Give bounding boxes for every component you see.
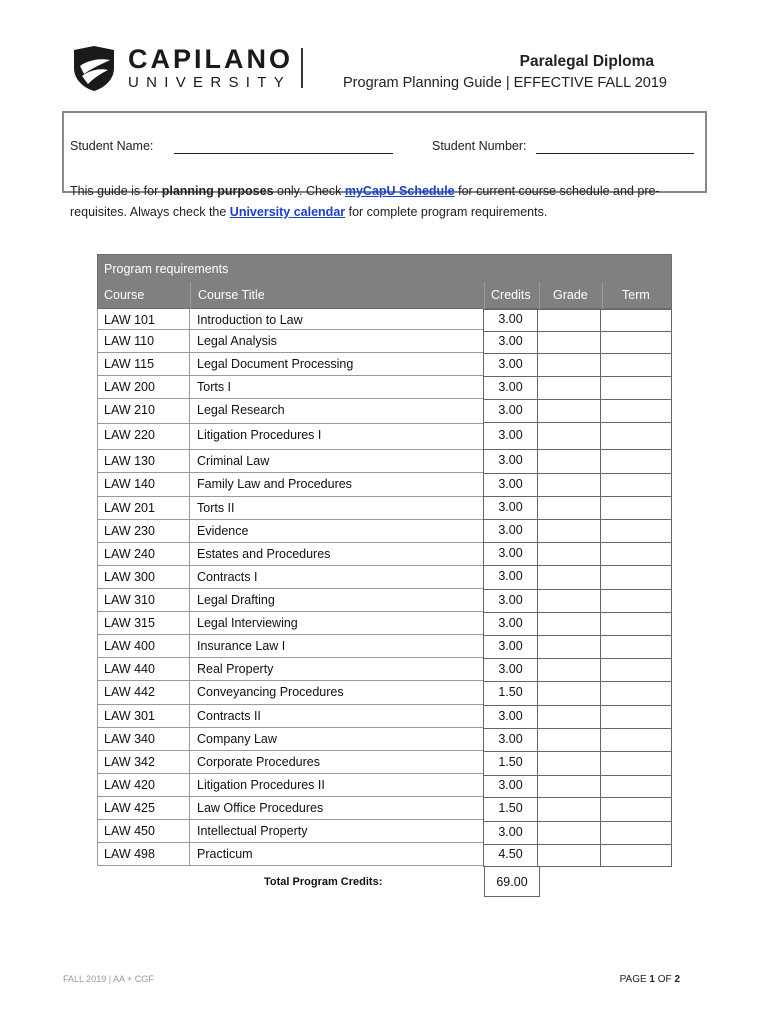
course-code: LAW 210 [104, 403, 155, 417]
program-requirements-table [97, 254, 672, 861]
row-border [97, 635, 98, 658]
row-border [97, 497, 98, 520]
row-border [97, 450, 98, 473]
grade-input[interactable] [538, 496, 601, 520]
term-input[interactable] [601, 797, 672, 822]
term-input[interactable] [601, 821, 672, 845]
course-code: LAW 340 [104, 732, 155, 746]
row-border [97, 330, 98, 353]
intro-bold: planning purposes [161, 184, 274, 198]
grade-input[interactable] [538, 376, 601, 400]
course-credits: 3.00 [483, 705, 538, 729]
row-border [189, 751, 190, 774]
term-input[interactable] [601, 331, 672, 354]
term-input[interactable] [601, 589, 672, 613]
course-title: Company Law [197, 732, 277, 746]
grade-input[interactable] [538, 635, 601, 659]
course-title: Legal Document Processing [197, 357, 354, 371]
table-row [97, 424, 672, 450]
course-code: LAW 420 [104, 778, 155, 792]
course-title: Legal Interviewing [197, 616, 298, 630]
course-credits: 1.50 [483, 681, 538, 706]
course-title: Criminal Law [197, 454, 270, 468]
course-code: LAW 315 [104, 616, 155, 630]
term-input[interactable] [601, 612, 672, 636]
course-title: Contracts II [197, 709, 261, 723]
row-border [97, 376, 98, 399]
term-input[interactable] [601, 658, 672, 682]
row-border [97, 797, 98, 820]
term-input[interactable] [601, 473, 672, 497]
grade-input[interactable] [538, 589, 601, 613]
course-code: LAW 220 [104, 428, 155, 442]
document-title: Paralegal Diploma [519, 53, 654, 70]
course-title: Legal Drafting [197, 593, 275, 607]
course-code: LAW 130 [104, 454, 155, 468]
course-credits: 3.00 [483, 309, 538, 332]
row-border [97, 843, 98, 866]
course-title: Legal Research [197, 403, 285, 417]
row-border [97, 424, 98, 450]
row-border [189, 797, 190, 820]
row-border [97, 681, 98, 705]
table-row [97, 751, 672, 774]
intro-text: for current course schedule and pre-requisites. Always check the [70, 184, 660, 219]
row-border [189, 774, 190, 797]
table-row [97, 612, 672, 635]
header-divider [602, 282, 603, 309]
row-border [189, 353, 190, 376]
student-number-field[interactable] [536, 153, 694, 154]
row-border [97, 751, 98, 774]
shield-logo-icon [70, 44, 118, 92]
course-title: Insurance Law I [197, 639, 286, 653]
university-calendar-link[interactable]: University calendar [229, 205, 346, 219]
table-row [97, 705, 672, 728]
page-word: PAGE [619, 974, 647, 985]
table-section-title: Program requirements [104, 262, 229, 276]
grade-input[interactable] [538, 422, 601, 450]
term-input[interactable] [601, 565, 672, 590]
table-row [97, 543, 672, 566]
table-row [97, 450, 672, 473]
term-input[interactable] [601, 542, 672, 566]
row-border [189, 681, 190, 705]
total-credits-value: 69.00 [484, 866, 540, 897]
course-credits: 1.50 [483, 751, 538, 776]
row-border [189, 705, 190, 728]
student-name-label: Student Name: [70, 139, 154, 153]
row-border [189, 399, 190, 424]
course-code: LAW 110 [104, 334, 155, 348]
course-title: Litigation Procedures II [197, 778, 325, 792]
term-input[interactable] [601, 399, 672, 423]
row-border [189, 497, 190, 520]
row-border [97, 658, 98, 681]
row-border [189, 309, 190, 330]
row-border [97, 543, 98, 566]
table-row [97, 473, 672, 497]
course-credits: 1.50 [483, 797, 538, 822]
course-credits: 3.00 [483, 496, 538, 520]
row-border [97, 820, 98, 843]
grade-input[interactable] [538, 353, 601, 377]
course-title: Intellectual Property [197, 824, 308, 838]
row-border [189, 589, 190, 612]
course-credits: 3.00 [483, 658, 538, 682]
table-header [97, 254, 672, 309]
term-input[interactable] [601, 728, 672, 752]
course-code: LAW 342 [104, 755, 155, 769]
table-row [97, 681, 672, 705]
row-border [97, 728, 98, 751]
table-row [97, 353, 672, 376]
course-title: Contracts I [197, 570, 258, 584]
row-border [97, 309, 98, 330]
table-row [97, 330, 672, 353]
course-credits: 3.00 [483, 612, 538, 636]
student-name-field[interactable] [174, 153, 393, 154]
row-border [189, 635, 190, 658]
course-code: LAW 425 [104, 801, 155, 815]
course-code: LAW 301 [104, 709, 155, 723]
table-row [97, 843, 672, 866]
row-border [189, 658, 190, 681]
column-header-credits: Credits [491, 288, 531, 302]
term-input[interactable] [601, 496, 672, 520]
course-credits: 3.00 [483, 519, 538, 543]
row-border [189, 450, 190, 473]
course-title: Law Office Procedures [197, 801, 324, 815]
course-code: LAW 498 [104, 847, 155, 861]
term-input[interactable] [601, 751, 672, 776]
grade-input[interactable] [538, 542, 601, 566]
course-code: LAW 440 [104, 662, 155, 676]
term-input[interactable] [601, 309, 672, 332]
grade-input[interactable] [538, 797, 601, 822]
course-credits: 3.00 [483, 376, 538, 400]
row-border [189, 612, 190, 635]
row-border [97, 399, 98, 424]
course-credits: 3.00 [483, 565, 538, 590]
header-divider [539, 282, 540, 309]
course-code: LAW 101 [104, 313, 155, 327]
grade-input[interactable] [538, 565, 601, 590]
page-total: 2 [674, 974, 680, 985]
row-border [97, 612, 98, 635]
footer-version: FALL 2019 | AA + CGF [63, 974, 154, 984]
row-border [189, 473, 190, 497]
term-input[interactable] [601, 681, 672, 706]
university-name: CAPILANO [128, 44, 293, 74]
row-border [97, 473, 98, 497]
row-border [189, 820, 190, 843]
course-credits: 3.00 [483, 542, 538, 566]
grade-input[interactable] [538, 658, 601, 682]
row-border [97, 589, 98, 612]
course-code: LAW 300 [104, 570, 155, 584]
term-input[interactable] [601, 353, 672, 377]
logo-divider [301, 48, 303, 88]
row-border [189, 566, 190, 589]
page-of-word: OF [657, 974, 672, 985]
row-border [189, 543, 190, 566]
grade-input[interactable] [538, 449, 601, 474]
grade-input[interactable] [538, 751, 601, 776]
table-row [97, 399, 672, 424]
row-border [189, 424, 190, 450]
course-title: Real Property [197, 662, 274, 676]
course-credits: 3.00 [483, 449, 538, 474]
course-credits: 3.00 [483, 589, 538, 613]
table-row [97, 566, 672, 589]
table-row [97, 797, 672, 820]
course-title: Legal Analysis [197, 334, 277, 348]
column-header-term: Term [622, 288, 650, 302]
course-credits: 3.00 [483, 473, 538, 497]
term-input[interactable] [601, 376, 672, 400]
grade-input[interactable] [538, 844, 601, 867]
intro-text: This guide is for [70, 184, 162, 198]
course-code: LAW 240 [104, 547, 155, 561]
grade-input[interactable] [538, 519, 601, 543]
page-current: 1 [649, 974, 655, 985]
course-code: LAW 450 [104, 824, 155, 838]
row-border [189, 376, 190, 399]
course-code: LAW 140 [104, 477, 155, 491]
grade-input[interactable] [538, 821, 601, 845]
grade-input[interactable] [538, 775, 601, 798]
term-input[interactable] [601, 844, 672, 867]
course-credits: 3.00 [483, 821, 538, 845]
course-credits: 3.00 [483, 728, 538, 752]
course-title: Conveyancing Procedures [197, 685, 344, 699]
term-input[interactable] [601, 705, 672, 729]
page-number [620, 974, 680, 985]
header-divider [190, 282, 191, 309]
grade-input[interactable] [538, 473, 601, 497]
course-title: Family Law and Procedures [197, 477, 352, 491]
course-title: Torts I [197, 380, 232, 394]
course-credits: 3.00 [483, 635, 538, 659]
grade-input[interactable] [538, 309, 601, 332]
course-code: LAW 310 [104, 593, 155, 607]
course-credits: 3.00 [483, 331, 538, 354]
table-row [97, 658, 672, 681]
course-code: LAW 230 [104, 524, 155, 538]
course-code: LAW 400 [104, 639, 155, 653]
course-credits: 3.00 [483, 353, 538, 377]
table-row [97, 520, 672, 543]
course-title: Estates and Procedures [197, 547, 331, 561]
course-title: Practicum [197, 847, 253, 861]
table-row [97, 728, 672, 751]
table-row [97, 497, 672, 520]
course-title: Litigation Procedures I [197, 428, 322, 442]
table-row [97, 309, 672, 330]
row-border [189, 728, 190, 751]
mycapu-schedule-link[interactable]: myCapU Schedule [344, 184, 455, 198]
term-input[interactable] [601, 422, 672, 450]
row-border [189, 330, 190, 353]
row-border [97, 774, 98, 797]
term-input[interactable] [601, 635, 672, 659]
header-divider [484, 282, 485, 309]
row-divider [97, 865, 483, 866]
row-border [189, 843, 190, 866]
intro-text: for complete program requirements. [345, 205, 548, 219]
column-header-title: Course Title [198, 288, 265, 302]
row-border [189, 520, 190, 543]
row-border [97, 705, 98, 728]
table-row [97, 635, 672, 658]
grade-input[interactable] [538, 612, 601, 636]
university-logo [70, 44, 320, 94]
course-credits: 4.50 [483, 844, 538, 867]
grade-input[interactable] [538, 681, 601, 706]
column-header-grade: Grade [553, 288, 588, 302]
term-input[interactable] [601, 519, 672, 543]
row-border [97, 566, 98, 589]
document-subtitle: Program Planning Guide | EFFECTIVE FALL 2019 [343, 75, 667, 91]
intro-text: only. Check [273, 184, 345, 198]
grade-input[interactable] [538, 705, 601, 729]
column-header-course: Course [104, 288, 145, 302]
table-row [97, 774, 672, 797]
course-code: LAW 201 [104, 501, 155, 515]
student-number-label: Student Number: [432, 139, 527, 153]
course-code: LAW 442 [104, 685, 155, 699]
course-credits: 3.00 [483, 422, 538, 450]
term-input[interactable] [601, 449, 672, 474]
intro-paragraph [70, 181, 690, 223]
grade-input[interactable] [538, 399, 601, 423]
course-credits: 3.00 [483, 775, 538, 798]
course-credits: 3.00 [483, 399, 538, 423]
term-input[interactable] [601, 775, 672, 798]
university-sub: UNIVERSITY [128, 74, 292, 91]
row-border [97, 353, 98, 376]
row-border [97, 520, 98, 543]
course-code: LAW 200 [104, 380, 155, 394]
course-title: Introduction to Law [197, 313, 303, 327]
table-row [97, 376, 672, 399]
table-row [97, 589, 672, 612]
table-row [97, 820, 672, 843]
course-title: Evidence [197, 524, 249, 538]
grade-input[interactable] [538, 728, 601, 752]
total-credits-label: Total Program Credits: [264, 876, 383, 888]
course-code: LAW 115 [104, 357, 155, 371]
grade-input[interactable] [538, 331, 601, 354]
course-title: Torts II [197, 501, 235, 515]
course-title: Corporate Procedures [197, 755, 320, 769]
